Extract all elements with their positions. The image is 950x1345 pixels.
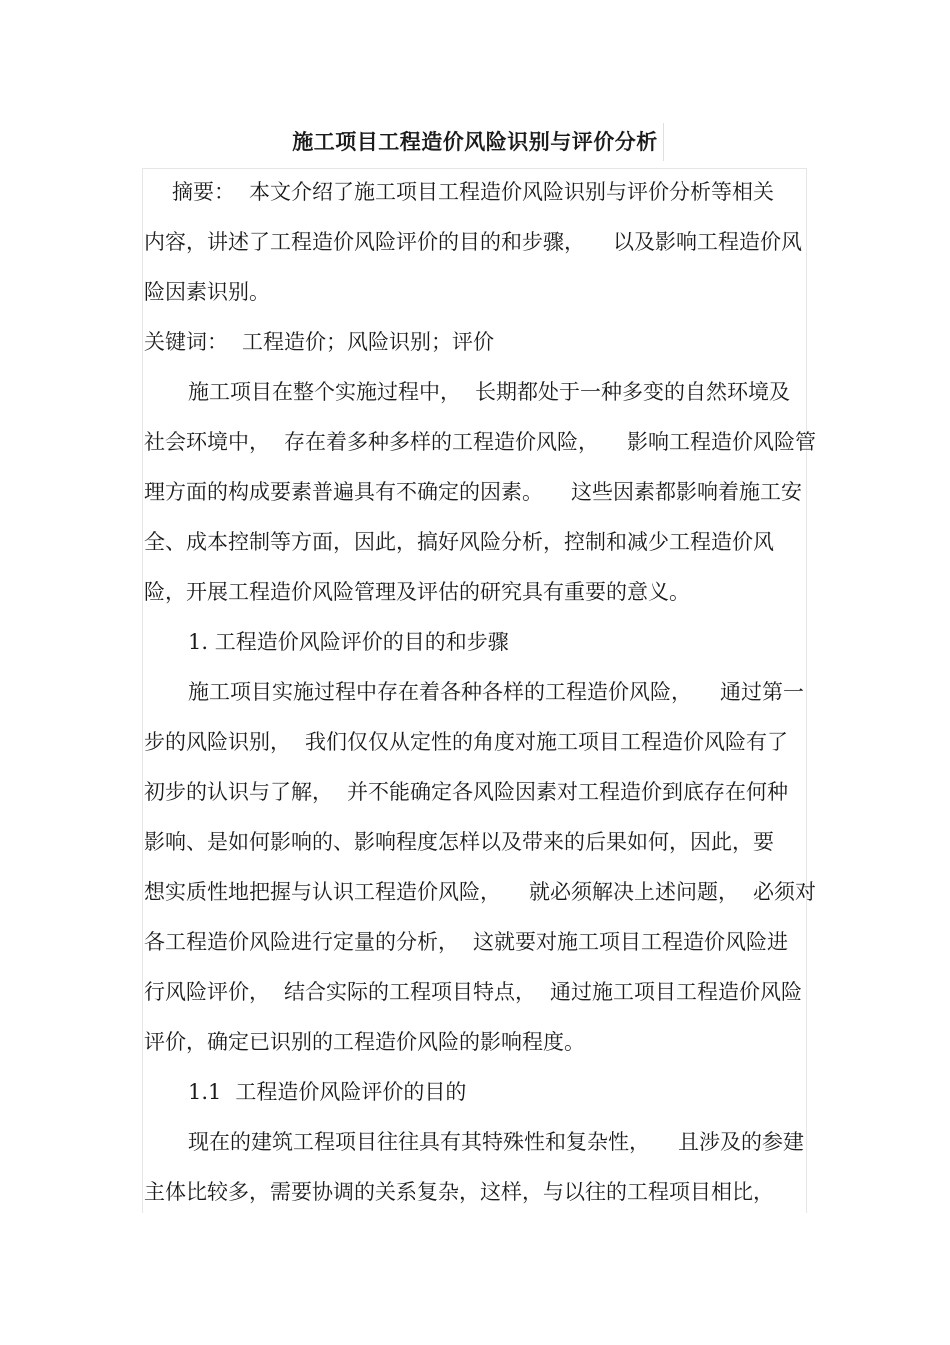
section-1-1-line-1: 现在的建筑工程项目往往具有其特殊性和复杂性， 且涉及的参建	[188, 1130, 804, 1154]
abstract-line-1: 摘要： 本文介绍了施工项目工程造价风险识别与评价分析等相关	[172, 180, 774, 204]
intro-line-4: 全、成本控制等方面，因此，搞好风险分析，控制和减少工程造价风	[144, 530, 774, 554]
intro-line-5: 险，开展工程造价风险管理及评估的研究具有重要的意义。	[144, 580, 690, 604]
section-1-1-title: 工程造价风险评价的目的	[235, 1080, 467, 1104]
document-title: 施工项目工程造价风险识别与评价分析	[292, 129, 658, 154]
section-1-heading: 1. 工程造价风险评价的目的和步骤	[188, 630, 509, 654]
document-body	[144, 176, 816, 1226]
frame-right-rule	[806, 168, 807, 1213]
section-1-line-1: 施工项目实施过程中存在着各种各样的工程造价风险， 通过第一	[188, 680, 804, 704]
section-1-line-4: 影响、是如何影响的、影响程度怎样以及带来的后果如何，因此，要	[144, 830, 774, 854]
section-1-line-2: 步的风险识别， 我们仅仅从定性的角度对施工项目工程造价风险有了	[144, 730, 788, 754]
frame-top-rule	[142, 168, 807, 169]
abstract-line-2: 内容，讲述了工程造价风险评价的目的和步骤， 以及影响工程造价风	[144, 230, 802, 254]
keywords-label: 关键词：	[144, 330, 228, 354]
keywords-line	[144, 326, 806, 376]
intro-line-1: 施工项目在整个实施过程中， 长期都处于一种多变的自然环境及	[188, 380, 790, 404]
abstract-label: 摘要：	[172, 180, 235, 204]
keywords-text: 工程造价；风险识别；评价	[242, 330, 494, 354]
intro-line-3: 理方面的构成要素普遍具有不确定的因素。 这些因素都影响着施工安	[144, 480, 802, 504]
section-1-1-heading	[144, 1076, 806, 1126]
abstract-line-3: 险因素识别。	[144, 280, 270, 304]
frame-left-rule	[142, 168, 143, 1213]
section-1-1-line-2: 主体比较多，需要协调的关系复杂，这样，与以往的工程项目相比，	[144, 1180, 774, 1204]
section-1-1-number: 1.1	[188, 1080, 222, 1104]
section-1-line-5: 想实质性地把握与认识工程造价风险， 就必须解决上述问题， 必须对	[144, 880, 816, 904]
section-1-line-8: 评价，确定已识别的工程造价风险的影响程度。	[144, 1030, 585, 1054]
section-1-line-6: 各工程造价风险进行定量的分析， 这就要对施工项目工程造价风险进	[144, 930, 788, 954]
section-1-line-7: 行风险评价， 结合实际的工程项目特点， 通过施工项目工程造价风险	[144, 980, 802, 1004]
intro-line-2: 社会环境中， 存在着多种多样的工程造价风险， 影响工程造价风险管	[144, 430, 816, 454]
section-1-line-3: 初步的认识与了解， 并不能确定各风险因素对工程造价到底存在何种	[144, 780, 788, 804]
